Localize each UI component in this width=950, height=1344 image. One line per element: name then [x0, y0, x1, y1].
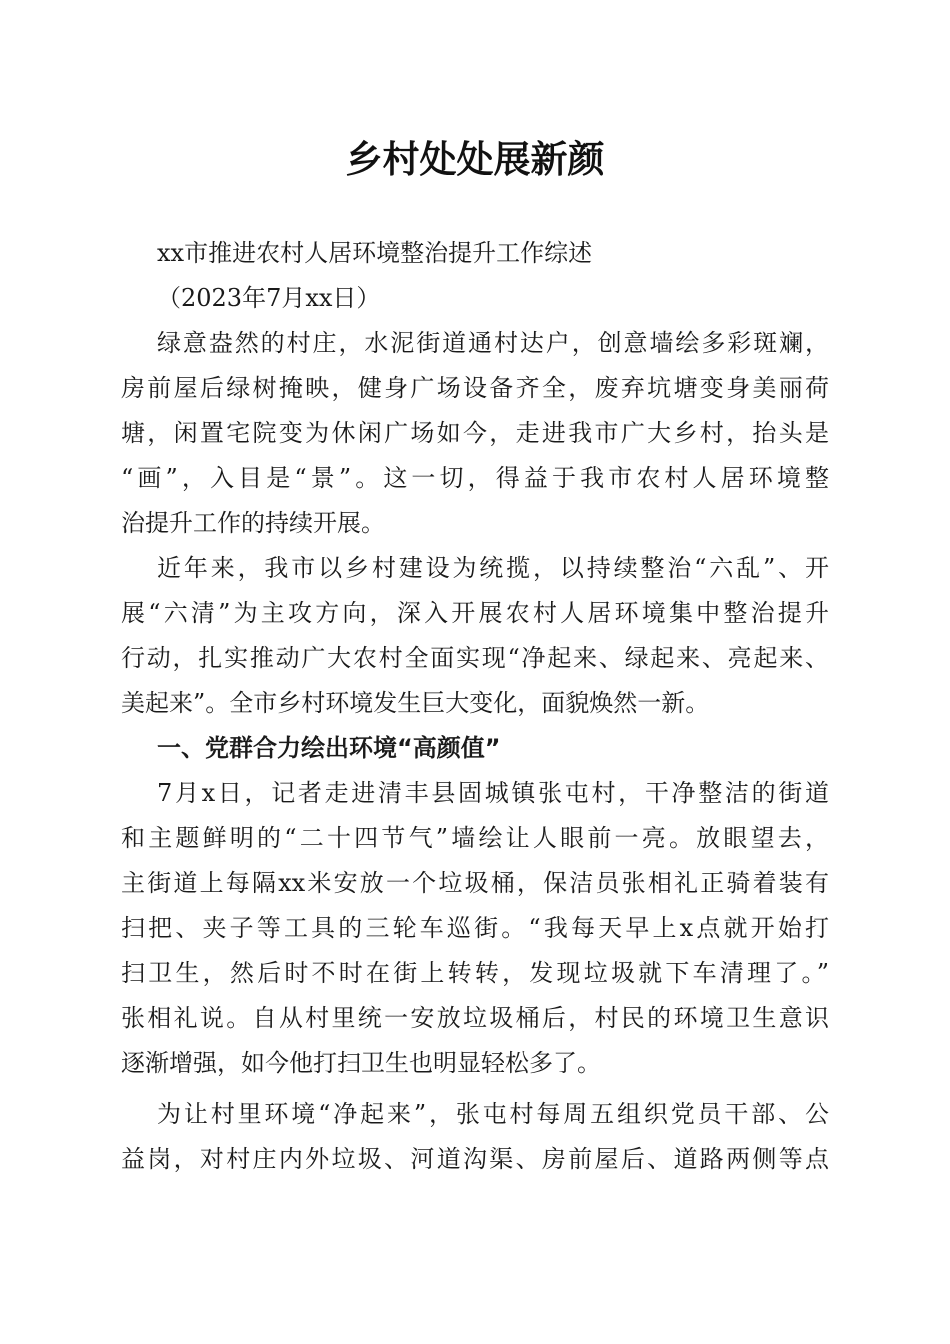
paragraph-line: 美起来”。全市乡村环境发生巨大变化，面貌焕然一新。 — [121, 689, 710, 717]
date-line: （2023年7月xx日） — [157, 284, 381, 312]
paragraph-line: 房前屋后绿树掩映，健身广场设备齐全，废弃坑塘变身美丽荷 — [121, 374, 829, 402]
document-title: 乡村处处展新颜 — [345, 137, 605, 181]
document-body — [121, 231, 829, 1182]
paragraph-line: 治提升工作的持续开展。 — [121, 509, 385, 537]
paragraph-line: 扫卫生，然后时不时在街上转转，发现垃圾就下车清理了。” — [121, 959, 829, 987]
paragraph-line: 行动，扎实推动广大农村全面实现“净起来、绿起来、亮起来、 — [121, 644, 829, 672]
paragraph-line: 绿意盎然的村庄，水泥街道通村达户，创意墙绘多彩斑斓， — [157, 329, 829, 357]
paragraph-line: 7月x日，记者走进清丰县固城镇张屯村，干净整洁的街道 — [157, 779, 829, 807]
paragraph-line: 逐渐增强，如今他打扫卫生也明显轻松多了。 — [121, 1049, 601, 1077]
paragraph-line: 张相礼说。自从村里统一安放垃圾桶后，村民的环境卫生意识 — [121, 1004, 829, 1032]
paragraph-line: 和主题鲜明的“二十四节气”墙绘让人眼前一亮。放眼望去， — [121, 824, 829, 852]
paragraph-line: 主街道上每隔xx米安放一个垃圾桶，保洁员张相礼正骑着装有 — [121, 869, 829, 897]
paragraph-line: 益岗，对村庄内外垃圾、河道沟渠、房前屋后、道路两侧等点 — [121, 1145, 829, 1173]
paragraph-line: 塘，闲置宅院变为休闲广场如今，走进我市广大乡村，抬头是 — [121, 419, 829, 447]
paragraph-line: 展“六清”为主攻方向，深入开展农村人居环境集中整治提升 — [121, 599, 829, 627]
paragraph-line: 为让村里环境“净起来”，张屯村每周五组织党员干部、公 — [157, 1100, 829, 1128]
section-heading: 一、党群合力绘出环境“高颜值” — [157, 734, 501, 762]
paragraph-line: 近年来，我市以乡村建设为统揽，以持续整治“六乱”、开 — [157, 554, 829, 582]
subtitle-line: xx市推进农村人居环境整治提升工作综述 — [157, 239, 593, 267]
paragraph-line: 扫把、夹子等工具的三轮车巡街。“我每天早上x点就开始打 — [121, 914, 829, 942]
paragraph-line: “画”，入目是“景”。这一切，得益于我市农村人居环境整 — [121, 464, 829, 492]
